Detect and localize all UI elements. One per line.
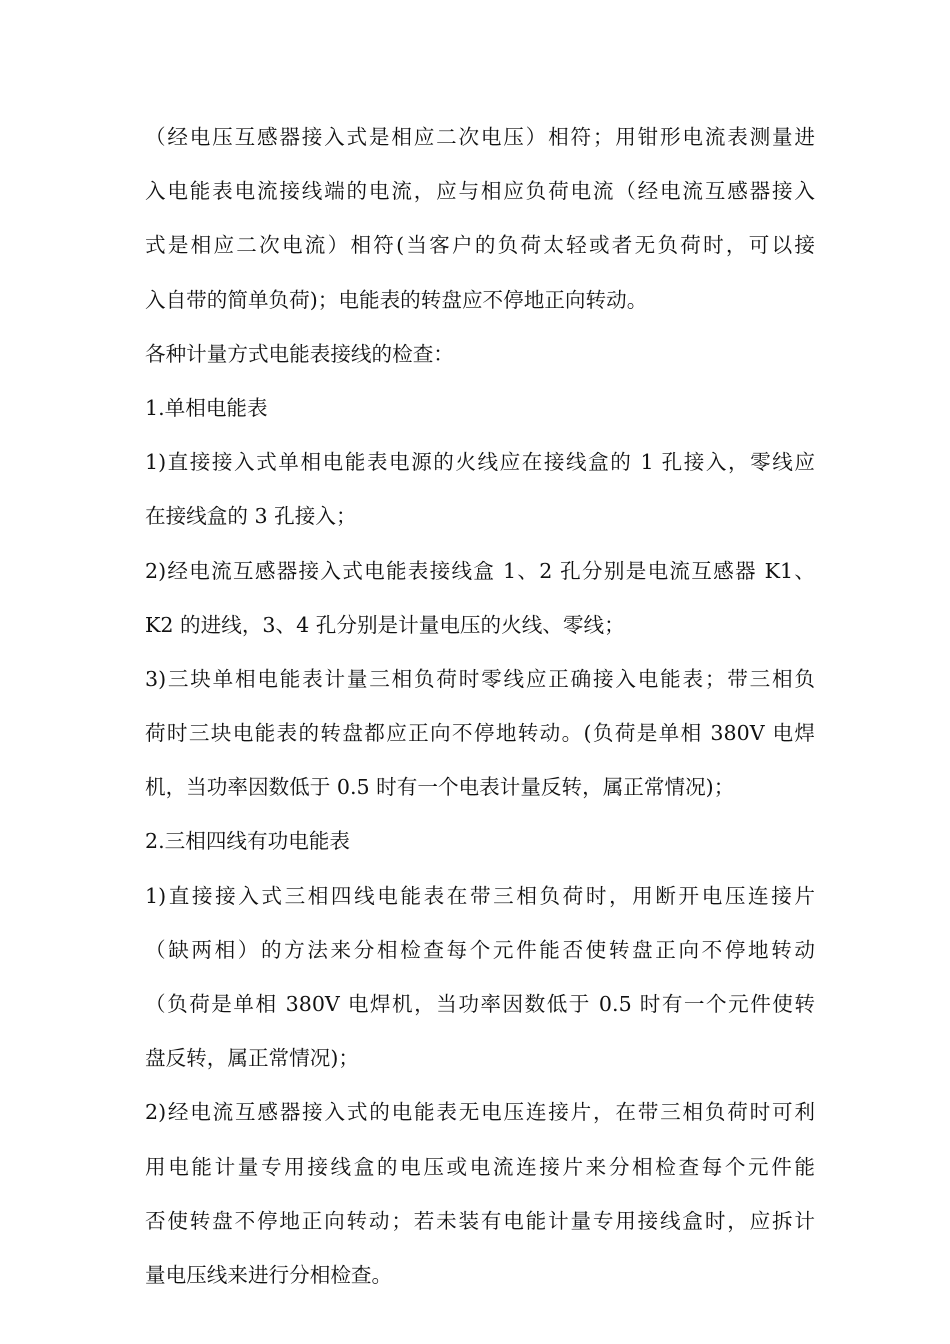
text-line: 式是相应二次电流）相符(当客户的负荷太轻或者无负荷时，可以接 [145,233,815,258]
section-heading: 各种计量方式电能表接线的检查： [145,341,454,366]
text-line: 1)直接接入式三相四线电能表在带三相负荷时，用断开电压连接片 [145,883,815,908]
subsection-heading: 2.三相四线有功电能表 [145,829,350,854]
text-line: 入电能表电流接线端的电流，应与相应负荷电流（经电流互感器接入 [145,179,815,204]
text-line: （负荷是单相 380V 电焊机，当功率因数低于 0.5 时有一个元件使转 [145,992,815,1016]
text-line: K2 的进线，3、4 孔分别是计量电压的火线、零线； [145,612,625,637]
text-line: 量电压线来进行分相检查。 [145,1262,393,1287]
text-line: 在接线盒的 3 孔接入； [145,504,357,529]
text-line: 盘反转，属正常情况)； [145,1046,359,1071]
document-page [145,120,815,1312]
text-line: 2)经电流互感器接入式的电能表无电压连接片，在带三相负荷时可利 [145,1100,815,1125]
text-line: （缺两相）的方法来分相检查每个元件能否使转盘正向不停地转动 [145,937,815,962]
subsection-heading: 1.单相电能表 [145,395,268,420]
text-line: （经电压互感器接入式是相应二次电压）相符；用钳形电流表测量进 [145,125,815,149]
text-line: 用电能计量专用接线盒的电压或电流连接片来分相检查每个元件能 [145,1154,815,1179]
text-line: 机，当功率因数低于 0.5 时有一个电表计量反转，属正常情况)； [145,775,735,800]
text-line: 2)经电流互感器接入式电能表接线盒 1、2 孔分别是电流互感器 K1、 [145,558,815,583]
text-line: 入自带的简单负荷)；电能表的转盘应不停地正向转动。 [145,287,648,312]
text-line: 荷时三块电能表的转盘都应正向不停地转动。(负荷是单相 380V 电焊 [145,721,815,746]
text-line: 1)直接接入式单相电能表电源的火线应在接线盒的 1 孔接入，零线应 [145,450,815,475]
text-line: 3)三块单相电能表计量三相负荷时零线应正确接入电能表；带三相负 [145,666,815,691]
text-line: 否使转盘不停地正向转动；若未装有电能计量专用接线盒时，应拆计 [145,1208,815,1233]
